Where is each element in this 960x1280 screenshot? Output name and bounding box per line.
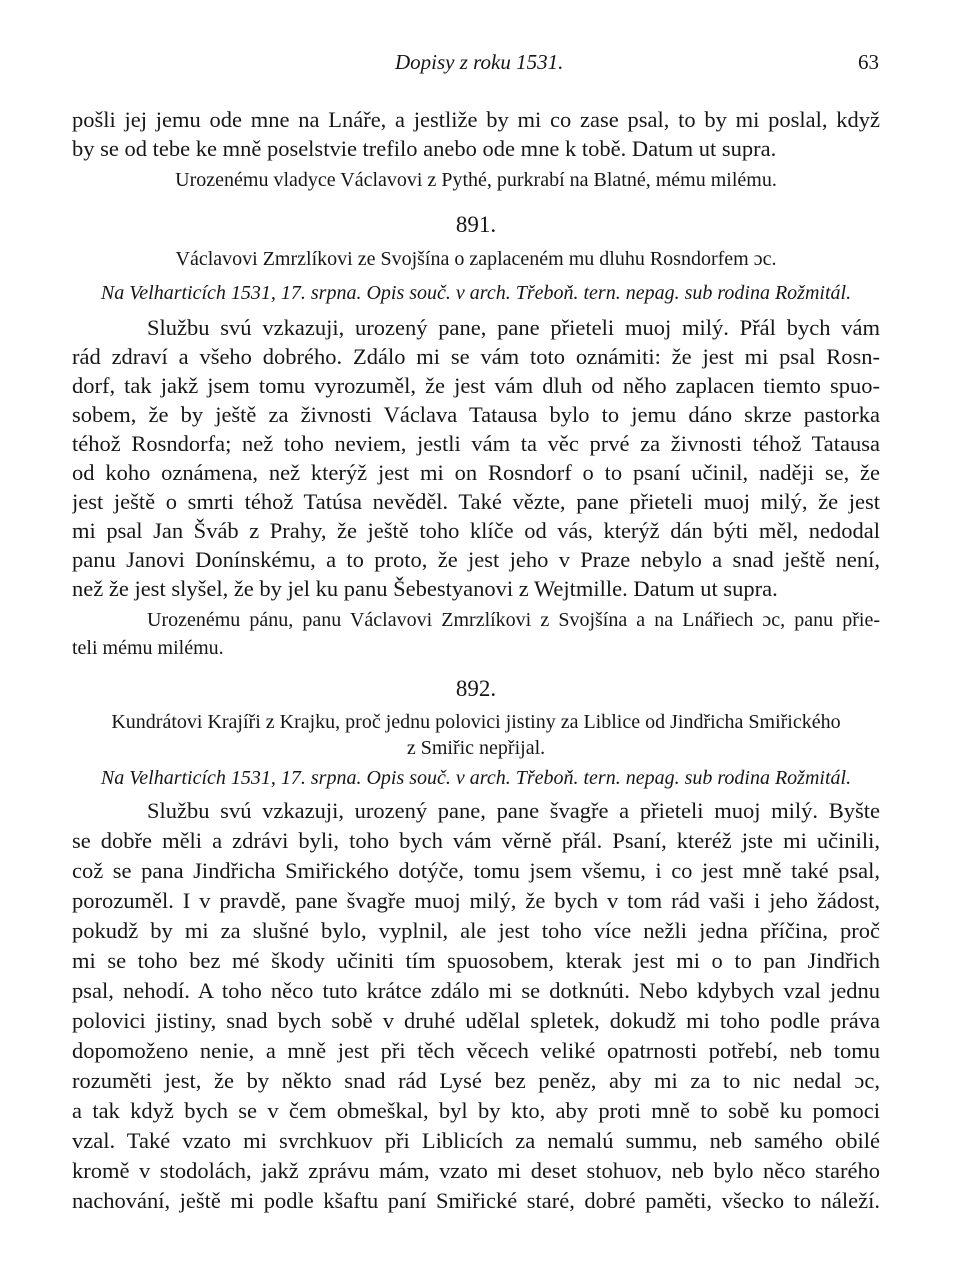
address-line: Urozenému vladyce Václavovi z Pythé, purkrabí na Blatné, mému milému. [175,169,777,191]
source-note: Na Velharticích 1531, 17. srpna. Opis souč. v arch. Třeboň. tern. nepag. sub rodina Rožmitál. [100,282,852,304]
text-line: rozuměti jest, že by někto snad rád Lysé bez peněz, aby mi za to nic nedal ɔc, [72,1068,880,1093]
running-title: Dopisy z roku 1531. [395,50,564,74]
page-number: 63 [858,50,879,74]
text-line: psal, nehodí. A toho něco tuto krátce zdálo mi se dotknúti. Nebo kdybych vzal jednu [72,978,880,1003]
address-line: Urozenému pánu, panu Václavovi Zmrzlíkovi z Svojšína a na Lnářiech ɔc, panu přie- [147,609,880,631]
text-line: panu Janovi Donínskému, a to proto, že jest jeho v Praze nebylo a snad ještě není, [72,547,880,572]
text-line: polovici jistiny, snad bych sobě v druhé udělal spletek, dokudž mi toho podle práva [72,1008,880,1033]
text-line: by se od tebe ke mně poselstvie trefilo anebo ode mne k tobě. Datum ut supra. [72,136,777,161]
text-line: pošli jej jemu ode mne na Lnáře, a jestliže by mi co zase psal, to by mi poslal, když [72,107,880,132]
text-line: nachování, ještě mi podle kšaftu paní Smiřické staré, dobré paměti, všecko to náleží. [72,1188,880,1213]
letter-number: 892. [455,676,497,701]
text-line: což se pana Jindřicha Smiřického dotýče, tomu jsem všemu, i co jest mně také psal, [72,858,880,883]
text-line: porozuměl. I v pravdě, pane švagře muoj milý, že bych v tom rád vaši i jeho žádost, [72,888,880,913]
text-line: dorf, tak jakž jsem tomu vyrozuměl, že jest vám dluh od něho zaplacen tiemto spuo- [72,373,880,398]
text-line: mi se toho bez mé škody učiniti tím spuosobem, kterak jest mi o to pan Jindřich [72,948,880,973]
text-line: a tak když bych se v čem obmeškal, byl by kto, aby proti mně to sobě ku pomoci [72,1098,880,1123]
text-line: Službu svú vzkazuji, urozený pane, pane švagře a přieteli muoj milý. Byšte [147,798,880,823]
text-line: rád zdraví a všeho dobrého. Zdálo mi se vám toto oznámiti: že jest mi psal Rosn- [72,344,880,369]
text-line: mi psal Jan Šváb z Prahy, že ještě toho klíče od vás, kterýž dán býti měl, nedodal [72,518,880,543]
letter-summary: z Smiřic nepřijal. [406,737,546,759]
text-line: než že jest slyšel, že by jel ku panu Šebestyanovi z Wejtmille. Datum ut supra. [72,576,778,601]
text-line: téhož Rosndorfa; než toho neviem, jestli vám ta věc prvé za živnosti téhož Tatausa [72,431,880,456]
letter-number: 891. [455,212,497,237]
text-line: vzal. Také vzato mi svrchkuov při Liblicích za nemalú summu, neb samého obilé [72,1128,880,1153]
source-note: Na Velharticích 1531, 17. srpna. Opis souč. v arch. Třeboň. tern. nepag. sub rodina Rožmitál. [100,767,852,789]
text-line: pokudž by mi za slušné bylo, vyplnil, ale jest toho více nežli jedna příčina, proč [72,918,880,943]
letter-summary: Kundrátovi Krajíři z Krajku, proč jednu polovici jistiny za Liblice od Jindřicha Smiřického [111,711,841,733]
text-line: od koho oznámena, než kterýž jest mi on Rosndorf o to psaní učinil, naději se, že [72,460,880,485]
text-line: jest ještě o smrti téhož Tatúsa nevěděl. Také vězte, pane přieteli muoj milý, že jest [72,489,880,514]
letter-summary: Václavovi Zmrzlíkovi ze Svojšína o zaplaceném mu dluhu Rosndorfem ɔc. [175,248,777,270]
text-line: kromě v stodolách, jakž zprávu mám, vzato mi deset stohuov, neb bylo něco starého [72,1158,880,1183]
address-line: teli mému milému. [72,637,224,659]
text-line: dopomoženo nenie, a mně jest při těch věcech veliké opatrnosti potřebí, neb tomu [72,1038,880,1063]
text-line: se dobře měli a zdrávi byli, toho bych vám věrně přál. Psaní, kteréž jste mi učinili, [72,828,880,853]
text-line: sobem, že by ještě za živnosti Václava Tatausa bylo to jemu dáno skrze pastorka [72,402,880,427]
text-line: Službu svú vzkazuji, urozený pane, pane přieteli muoj milý. Přál bych vám [147,315,880,340]
